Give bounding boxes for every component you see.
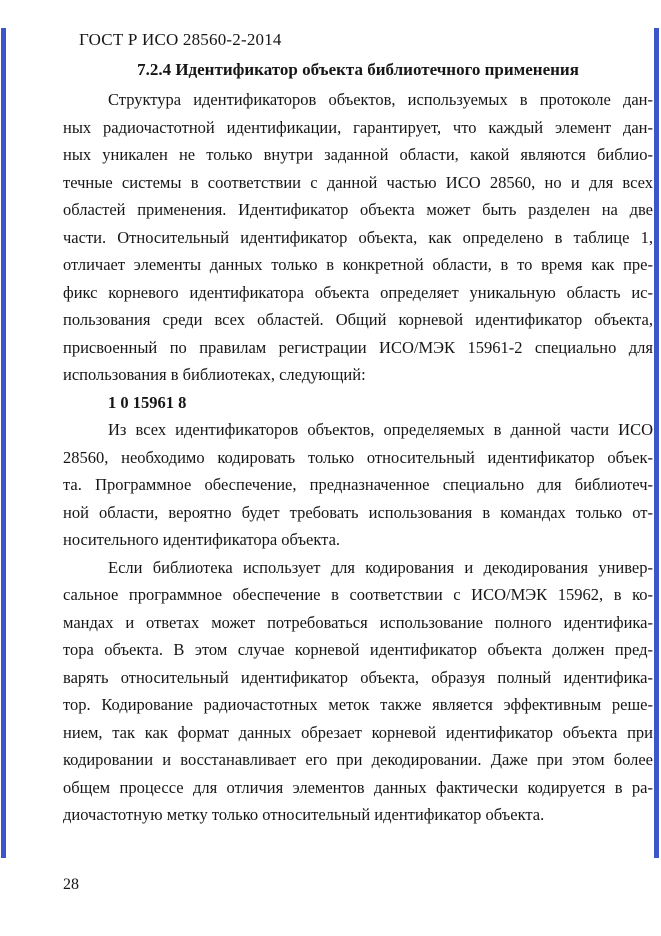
text-line: Из всех идентификаторов объектов, определяемых в данной части ИСО: [108, 420, 653, 439]
text-line: фикс корневого идентификатора объекта определяет уникальную область ис-: [63, 282, 653, 302]
text-line: нием, так как формат данных обрезает корневой идентификатор объекта при: [63, 722, 653, 742]
document-header: ГОСТ Р ИСО 28560-2-2014: [79, 30, 282, 49]
scan-edge-bar-left: [1, 28, 6, 858]
text-line: общем процессе для отличия элементов данных фактически кодируется в ра-: [63, 777, 653, 797]
text-line: сальное программное обеспечение в соответствии с ИСО/МЭК 15962, в ко-: [63, 585, 653, 604]
text-line: Если библиотека использует для кодирования и декодирования универ-: [108, 557, 653, 577]
text-line: ных уникален не только внутри заданной области, какой являются библио-: [63, 145, 653, 164]
object-identifier-value: 1 0 15961 8: [108, 392, 187, 412]
text-line: 28560, необходимо кодировать только относительный идентификатор объек-: [63, 447, 653, 467]
text-line: тор. Кодирование радиочастотных меток также является эффективным реше-: [63, 695, 653, 714]
text-line: мандах и ответах может потребоваться использование полного идентифика-: [63, 612, 653, 632]
text-line: пользования среди всех областей. Общий корневой идентификатор объекта,: [63, 310, 653, 329]
text-line: части. Относительный идентификатор объекта, как определено в таблице 1,: [63, 227, 653, 247]
text-line: отличает элементы данных только в конкретной области, в то время как пре-: [63, 255, 653, 274]
text-line: присвоенный по правилам регистрации ИСО/МЭК 15961-2 специально для: [63, 337, 653, 357]
text-line: тора объекта. В этом случае корневой идентификатор объекта должен пред-: [63, 640, 653, 659]
text-line: использования в библиотеках, следующий:: [63, 365, 366, 384]
text-line: диочастотную метку только относительный идентификатор объекта.: [63, 805, 545, 824]
text-line: та. Программное обеспечение, предназначенное специально для библиотеч-: [63, 475, 653, 494]
paragraph: [63, 416, 653, 554]
paragraph: [63, 86, 653, 389]
text-line: ной области, вероятно будет требовать использования в командах только от-: [63, 502, 653, 522]
text-line: течные системы в соответствии с данной частью ИСО 28560, но и для всех: [63, 172, 653, 192]
text-line: Структура идентификаторов объектов, используемых в протоколе дан-: [108, 90, 653, 109]
text-line: носительного идентификатора объекта.: [63, 530, 341, 549]
page-number: 28: [63, 876, 79, 893]
scan-edge-bar-right: [654, 28, 659, 858]
section-heading: 7.2.4 Идентификатор объекта библиотечного применения: [137, 60, 579, 79]
text-line: ных радиочастотной идентификации, гарантирует, что каждый элемент дан-: [63, 117, 653, 137]
paragraph: [63, 554, 653, 829]
text-line: варять относительный идентификатор объекта, образуя полный идентифика-: [63, 667, 653, 687]
text-line: кодировании и восстанавливает его при декодировании. Даже при этом более: [63, 750, 653, 769]
document-body: [63, 86, 653, 829]
text-line: областей применения. Идентификатор объекта может быть разделен на две: [63, 200, 653, 219]
